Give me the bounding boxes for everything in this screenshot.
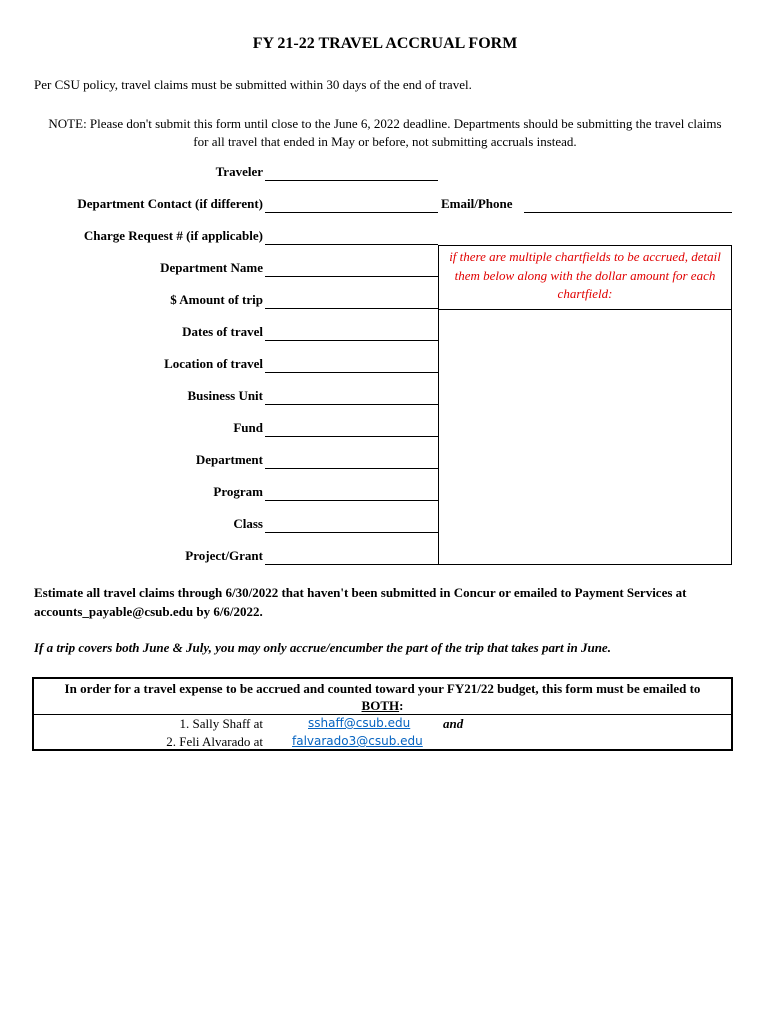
contact-2-email-link[interactable]: falvarado3@csub.edu — [292, 734, 423, 748]
amount-of-trip-field[interactable] — [265, 308, 438, 309]
department-label: Department — [195, 452, 263, 467]
dates-of-travel-label: Dates of travel — [182, 324, 263, 339]
business-unit-label: Business Unit — [187, 388, 263, 403]
business-unit-field[interactable] — [265, 404, 438, 405]
charge-request-field[interactable] — [265, 244, 438, 245]
class-label: Class — [233, 516, 263, 531]
heading-both: BOTH — [361, 698, 400, 713]
charge-request-label: Charge Request # (if applicable) — [83, 228, 263, 243]
department-name-field[interactable] — [265, 276, 438, 277]
chartfield-detail-area[interactable] — [439, 310, 731, 564]
traveler-field[interactable] — [265, 180, 438, 181]
estimate-instructions: Estimate all travel claims through 6/30/2022 that haven't been submitted in Concur or emailed to Payment Services at accounts_payable@csub.edu by 6/6/2022. — [34, 585, 687, 619]
contact-2-name: 2. Feli Alvarado at — [166, 734, 263, 749]
fund-field[interactable] — [265, 436, 438, 437]
email-phone-field[interactable] — [524, 212, 732, 213]
project-grant-field[interactable] — [265, 564, 438, 565]
deadline-note: NOTE: Please don't submit this form until close to the June 6, 2022 deadline. Departments should be submitting the travel claims for all travel that ended in May or before, not submitting accruals instead. — [48, 116, 722, 149]
fund-label: Fund — [233, 420, 263, 435]
policy-text: Per CSU policy, travel claims must be submitted within 30 days of the end of travel. — [34, 77, 472, 92]
department-contact-label: Department Contact (if different) — [77, 196, 263, 211]
dates-of-travel-field[interactable] — [265, 340, 438, 341]
and-text: and — [443, 716, 464, 731]
amount-of-trip-label: $ Amount of trip — [170, 292, 263, 307]
heading-colon: : — [399, 698, 404, 713]
heading-text: In order for a travel expense to be accrued and counted toward your FY21/22 budget, this form must be emailed to — [64, 681, 701, 696]
email-box-divider — [34, 714, 731, 715]
chartfield-box — [438, 245, 732, 565]
program-label: Program — [213, 484, 263, 499]
location-of-travel-label: Location of travel — [164, 356, 263, 371]
project-grant-label: Project/Grant — [185, 548, 263, 563]
email-instructions-heading — [34, 680, 731, 714]
program-field[interactable] — [265, 500, 438, 501]
traveler-label: Traveler — [215, 164, 263, 179]
department-field[interactable] — [265, 468, 438, 469]
email-instructions-box — [32, 677, 733, 751]
form-title: FY 21-22 TRAVEL ACCRUAL FORM — [252, 35, 518, 52]
contact-1-name: 1. Sally Shaff at — [179, 716, 263, 731]
chartfield-instructions: if there are multiple chartfields to be accrued, detail them below along with the dollar amount for each chartfield: — [449, 249, 721, 301]
department-contact-field[interactable] — [265, 212, 438, 213]
contact-1-email-link[interactable]: sshaff@csub.edu — [308, 716, 411, 730]
class-field[interactable] — [265, 532, 438, 533]
email-phone-label: Email/Phone — [441, 196, 513, 211]
june-july-note: If a trip covers both June & July, you may only accrue/encumber the part of the trip that takes part in June. — [34, 640, 611, 655]
location-of-travel-field[interactable] — [265, 372, 438, 373]
department-name-label: Department Name — [160, 260, 263, 275]
